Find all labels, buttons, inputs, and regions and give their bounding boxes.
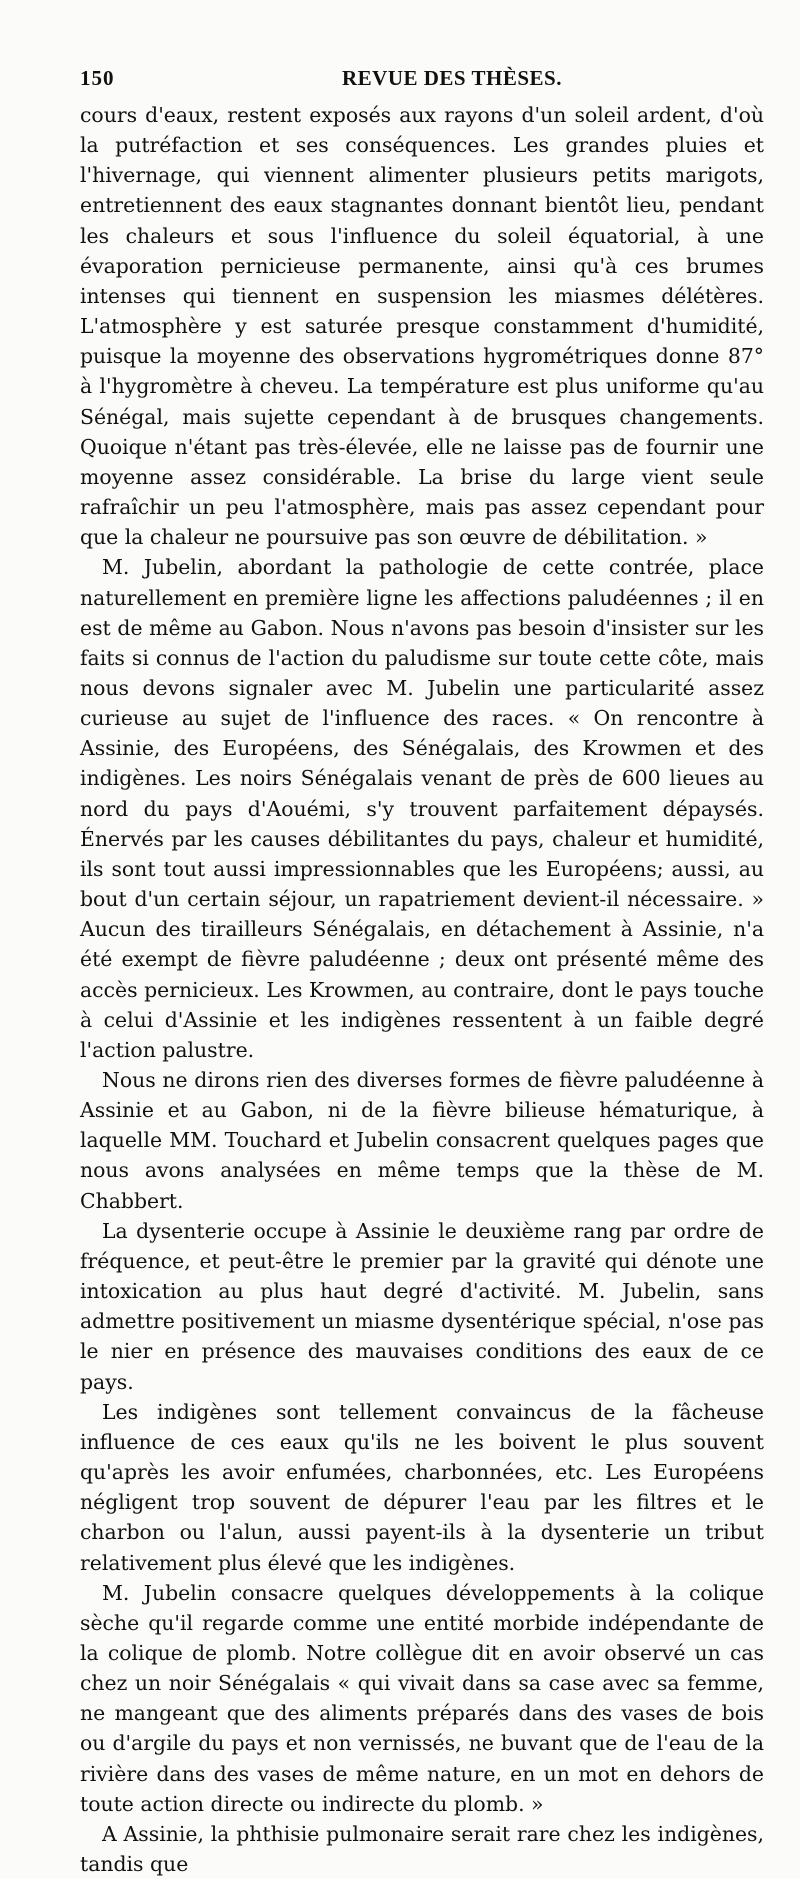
paragraph: M. Jubelin consacre quelques développements à la colique sèche qu'il regarde comme une entité morbide indépendante de la colique de plomb. Notre collègue dit en avoir observé un cas chez un noir Sénégalais « qui vivait dans sa case avec sa femme, ne mangeant que des aliments préparés dans des vases de bois ou d'argile du pays et non vernissés, ne buvant que de l'eau de la rivière dans des vases de même nature, en un mot en dehors de toute action directe ou indirecte du plomb. » (80, 1580, 764, 1816)
paragraph: cours d'eaux, restent exposés aux rayons d'un soleil ardent, d'où la putréfaction et ses conséquences. Les grandes pluies et l'hivernage, qui viennent alimenter plusieurs petits marigots, entretiennent des eaux stagnantes donnant bientôt lieu, pendant les chaleurs et sous l'influence du soleil équatorial, à une évaporation pernicieuse permanente, ainsi qu'à ces brumes intenses qui tiennent en suspension les miasmes délétères. L'atmosphère y est saturée presque constamment d'humidité, puisque la moyenne des observations hygrométriques donne 87° à l'hygromètre à cheveu. La température est plus uniforme qu'au Sénégal, mais sujette cependant à de brusques changements. Quoique n'étant pas très-élevée, elle ne laisse pas de fournir une moyenne assez considérable. La brise du large vient seule rafraîchir un peu l'atmosphère, mais pas assez cependant pour que la chaleur ne poursuive pas son œuvre de débilitation. » (80, 103, 764, 550)
running-header (80, 66, 764, 100)
paragraph: Les indigènes sont tellement convaincus de la fâcheuse influence de ces eaux qu'ils ne les boivent le plus souvent qu'après les avoir enfumées, charbonnées, etc. Les Européens négligent trop souvent de dépurer l'eau par les filtres et le charbon ou l'alun, aussi payent-ils à la dysenterie un tribut relativement plus élevé que les indigènes. (80, 1399, 764, 1575)
paragraph: A Assinie, la phthisie pulmonaire serait rare chez les indigènes, tandis que (80, 1821, 764, 1877)
paragraph: Nous ne dirons rien des diverses formes de fièvre paludéenne à Assinie et au Gabon, ni de la fièvre bilieuse hématurique, à laquelle MM. Touchard et Jubelin consacrent quelques pages que nous avons analysées en même temps que la thèse de M. Chabbert. (80, 1068, 764, 1213)
journal-title: REVUE DES THÈSES. (342, 66, 562, 90)
page-number: 150 (80, 66, 115, 90)
paragraph: M. Jubelin, abordant la pathologie de cette contrée, place naturellement en première ligne les affections paludéennes ; il en est de même au Gabon. Nous n'avons pas besoin d'insister sur les faits si connus de l'action du paludisme sur toute cette côte, mais nous devons signaler avec M. Jubelin une particularité assez curieuse au sujet de l'influence des races. « On rencontre à Assinie, des Européens, des Sénégalais, des Krowmen et des indigènes. Les noirs Sénégalais venant de près de 600 lieues au nord du pays d'Aouémi, s'y trouvent parfaitement dépaysés. Énervés par les causes débilitantes du pays, chaleur et humidité, ils sont tout aussi impressionnables que les Européens; aussi, au bout d'un certain séjour, un rapatriement devient-il nécessaire. » Aucun des tirailleurs Sénégalais, en détachement à Assinie, n'a été exempt de fièvre paludéenne ; deux ont présenté même des accès pernicieux. Les Krowmen, au contraire, dont le pays touche à celui d'Assinie et les indigènes ressentent à un faible degré l'action palustre. (80, 555, 764, 1062)
body-text (80, 100, 764, 1879)
paragraph: La dysenterie occupe à Assinie le deuxième rang par ordre de fréquence, et peut-être le premier par la gravité qui dénote une intoxication au plus haut degré d'activité. M. Jubelin, sans admettre positivement un miasme dysentérique spécial, n'ose pas le nier en présence des mauvaises conditions des eaux de ce pays. (80, 1218, 764, 1394)
